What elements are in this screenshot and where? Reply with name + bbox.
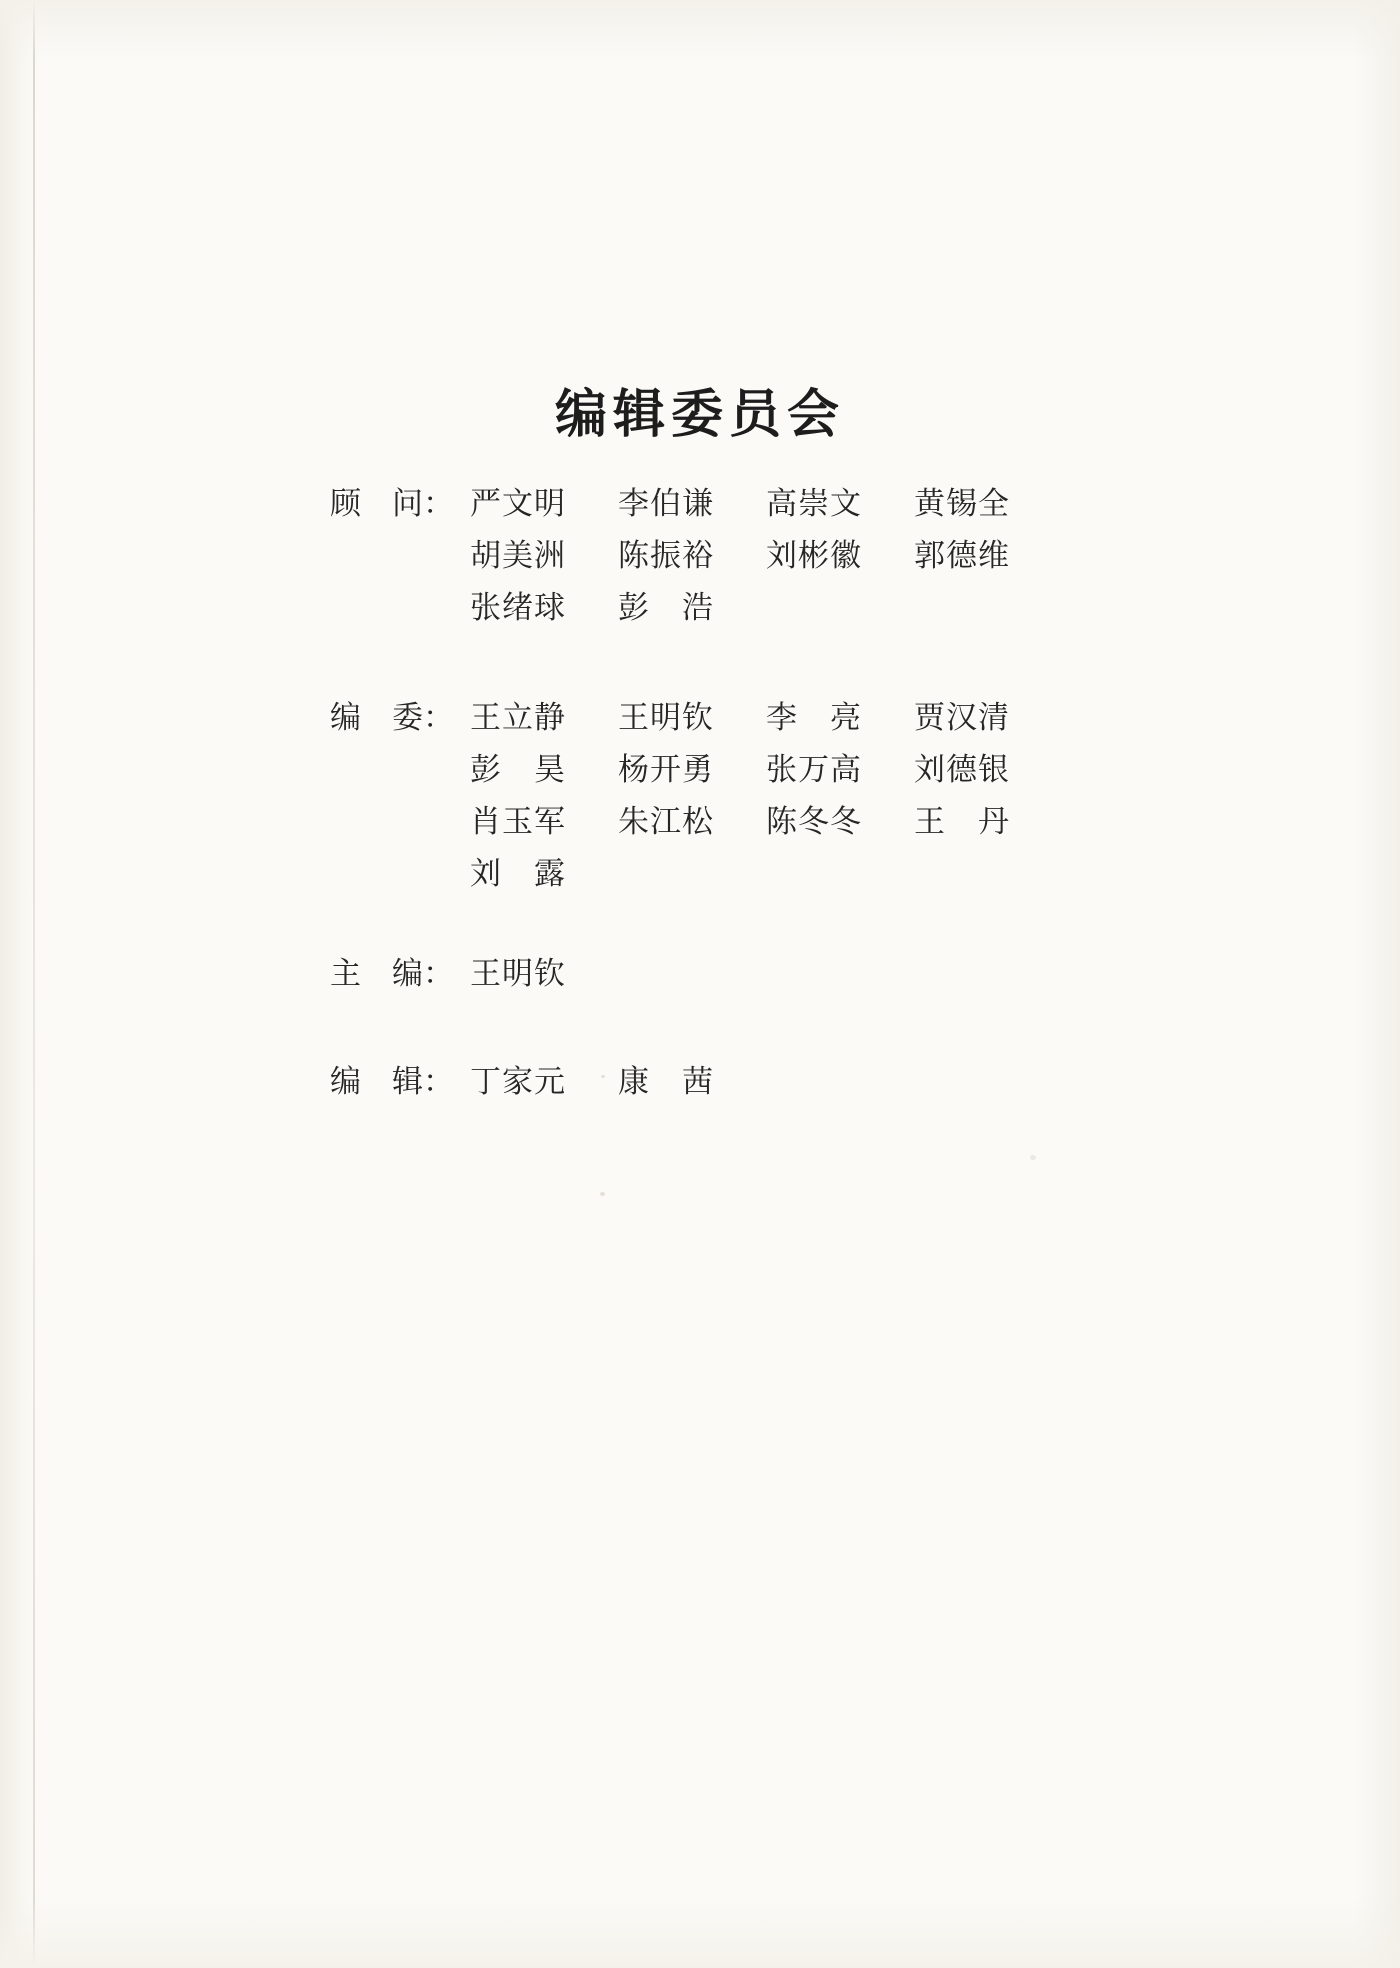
group-row — [330, 848, 1110, 900]
group-advisors — [330, 478, 1110, 634]
person-name: 彭 浩 — [618, 590, 714, 626]
person-name: 彭 昊 — [470, 752, 566, 788]
person-name: 王立静 — [470, 700, 566, 736]
name-list — [470, 478, 1110, 523]
person-name: 陈冬冬 — [766, 804, 862, 840]
person-name: 王明钦 — [618, 700, 714, 736]
person-name: 刘 露 — [470, 856, 566, 892]
person-name: 肖玉军 — [470, 804, 566, 840]
name-list — [470, 1056, 1110, 1101]
person-name: 张绪球 — [470, 590, 566, 626]
person-name: 刘德银 — [914, 752, 1010, 788]
group-row — [330, 1056, 1110, 1108]
page-title: 编辑委员会 — [554, 384, 845, 445]
person-name: 康 茜 — [618, 1064, 714, 1100]
name-list — [470, 582, 1110, 627]
person-name: 陈振裕 — [618, 538, 714, 574]
person-name: 贾汉清 — [914, 700, 1010, 736]
name-list — [470, 692, 1110, 737]
group-editors — [330, 1056, 1110, 1108]
group-label-editors: 编 辑： — [330, 1064, 454, 1100]
group-label-chief-editor: 主 编： — [330, 956, 454, 992]
name-list — [470, 796, 1110, 841]
person-name: 王 丹 — [914, 804, 1010, 840]
person-name: 张万高 — [766, 752, 862, 788]
name-list — [470, 948, 1110, 993]
person-name: 刘彬徽 — [766, 538, 862, 574]
person-name: 杨开勇 — [618, 752, 714, 788]
person-name: 高崇文 — [766, 486, 862, 522]
person-name: 王明钦 — [470, 956, 566, 992]
person-name: 黄锡全 — [914, 486, 1010, 522]
group-row — [330, 530, 1110, 582]
person-name: 李 亮 — [766, 700, 862, 736]
group-row — [330, 478, 1110, 530]
person-name: 胡美洲 — [470, 538, 566, 574]
name-list — [470, 848, 1110, 893]
group-chief-editor — [330, 948, 1110, 1000]
group-row — [330, 744, 1110, 796]
person-name: 丁家元 — [470, 1064, 566, 1100]
person-name: 严文明 — [470, 486, 566, 522]
person-name: 李伯谦 — [618, 486, 714, 522]
group-label-editorial-board: 编 委： — [330, 700, 454, 736]
group-row — [330, 692, 1110, 744]
name-list — [470, 530, 1110, 575]
name-list — [470, 744, 1110, 789]
group-row — [330, 948, 1110, 1000]
group-row — [330, 796, 1110, 848]
group-row — [330, 582, 1110, 634]
person-name: 朱江松 — [618, 804, 714, 840]
person-name: 郭德维 — [914, 538, 1010, 574]
group-editorial-board — [330, 692, 1110, 900]
group-label-advisors: 顾 问： — [330, 486, 454, 522]
